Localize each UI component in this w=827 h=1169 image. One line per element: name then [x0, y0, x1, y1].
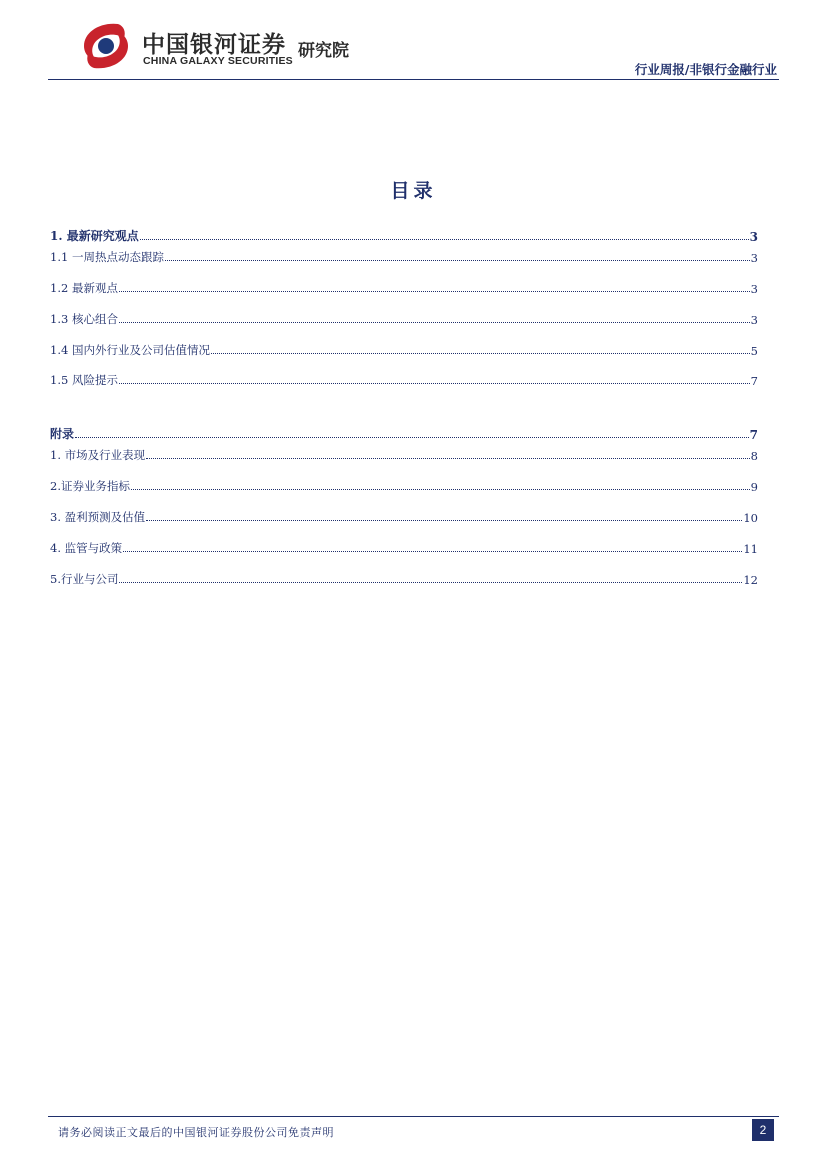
toc-entry-page: 7 — [750, 374, 758, 388]
page-header — [0, 0, 827, 84]
toc-entry-label: 1.4 国内外行业及公司估值情况 — [50, 343, 210, 357]
toc-entry-label: 3. 盈利预测及估值 — [50, 510, 146, 524]
logo-chinese-name: 中国银河证券 — [142, 32, 286, 58]
toc-leader-dots — [146, 458, 750, 459]
toc-leader-dots — [119, 291, 750, 292]
toc-leader-dots — [140, 239, 749, 240]
toc-entry-label: 1.3 核心组合 — [50, 312, 118, 326]
toc-entry-page: 3 — [749, 230, 758, 244]
toc-entry-page: 12 — [743, 573, 758, 587]
toc-entry-page: 8 — [750, 449, 758, 463]
toc-entry-page: 3 — [750, 251, 758, 265]
toc-entry-page: 9 — [750, 480, 758, 494]
toc-entry-market-performance[interactable] — [50, 447, 758, 463]
toc-entry-appendix[interactable] — [50, 426, 758, 442]
toc-entry-page: 11 — [743, 542, 758, 556]
toc-entry-label: 1.2 最新观点 — [50, 281, 118, 295]
toc-entry-label: 1. 市场及行业表现 — [50, 448, 146, 462]
toc-entry-regulation-policy[interactable] — [50, 540, 758, 556]
toc-entry-industry-companies[interactable] — [50, 571, 758, 587]
page-number: 2 — [752, 1119, 774, 1141]
toc-leader-dots — [131, 489, 750, 490]
toc-entry-core-portfolio[interactable] — [50, 311, 758, 327]
toc-title: 目录 — [390, 180, 437, 202]
toc-entry-valuation[interactable] — [50, 342, 758, 358]
toc-entry-page: 3 — [750, 313, 758, 327]
report-type: 行业周报/非银行金融行业 — [634, 62, 777, 77]
toc-entry-risk-warning[interactable] — [50, 372, 758, 388]
toc-leader-dots — [146, 520, 742, 521]
toc-leader-dots — [165, 260, 750, 261]
galaxy-logo-icon — [78, 20, 134, 72]
toc-entry-page: 5 — [750, 344, 758, 358]
toc-leader-dots — [123, 551, 742, 552]
footer-divider — [48, 1116, 779, 1117]
toc-entry-label: 1.1 一周热点动态跟踪 — [50, 250, 164, 264]
logo-institute: 研究院 — [298, 41, 349, 61]
toc-entry-page: 3 — [750, 282, 758, 296]
toc-entry-label: 5.行业与公司 — [50, 572, 119, 586]
toc-entry-earnings-forecast[interactable] — [50, 509, 758, 525]
toc-leader-dots — [119, 383, 750, 384]
toc-leader-dots — [211, 353, 750, 354]
toc-entry-label: 1. 最新研究观点 — [50, 229, 139, 243]
toc-entry-page: 7 — [749, 428, 758, 442]
toc-entry-label: 2.证券业务指标 — [50, 479, 130, 493]
toc-entry-label: 4. 监管与政策 — [50, 541, 123, 555]
toc-entry-label: 1.5 风险提示 — [50, 373, 118, 387]
logo-english-name: CHINA GALAXY SECURITIES — [143, 55, 293, 67]
footer-disclaimer: 请务必阅读正文最后的中国银河证券股份公司免责声明 — [58, 1126, 334, 1139]
header-divider — [48, 79, 779, 80]
toc-entry-securities-indicators[interactable] — [50, 478, 758, 494]
toc-entry-latest-research[interactable] — [50, 228, 758, 244]
toc-entry-page: 10 — [743, 511, 758, 525]
toc-entry-latest-views[interactable] — [50, 280, 758, 296]
toc-entry-weekly-hotspots[interactable] — [50, 249, 758, 265]
toc-entry-label: 附录 — [50, 427, 75, 441]
toc-leader-dots — [75, 437, 749, 438]
toc-leader-dots — [119, 582, 742, 583]
toc-leader-dots — [119, 322, 750, 323]
